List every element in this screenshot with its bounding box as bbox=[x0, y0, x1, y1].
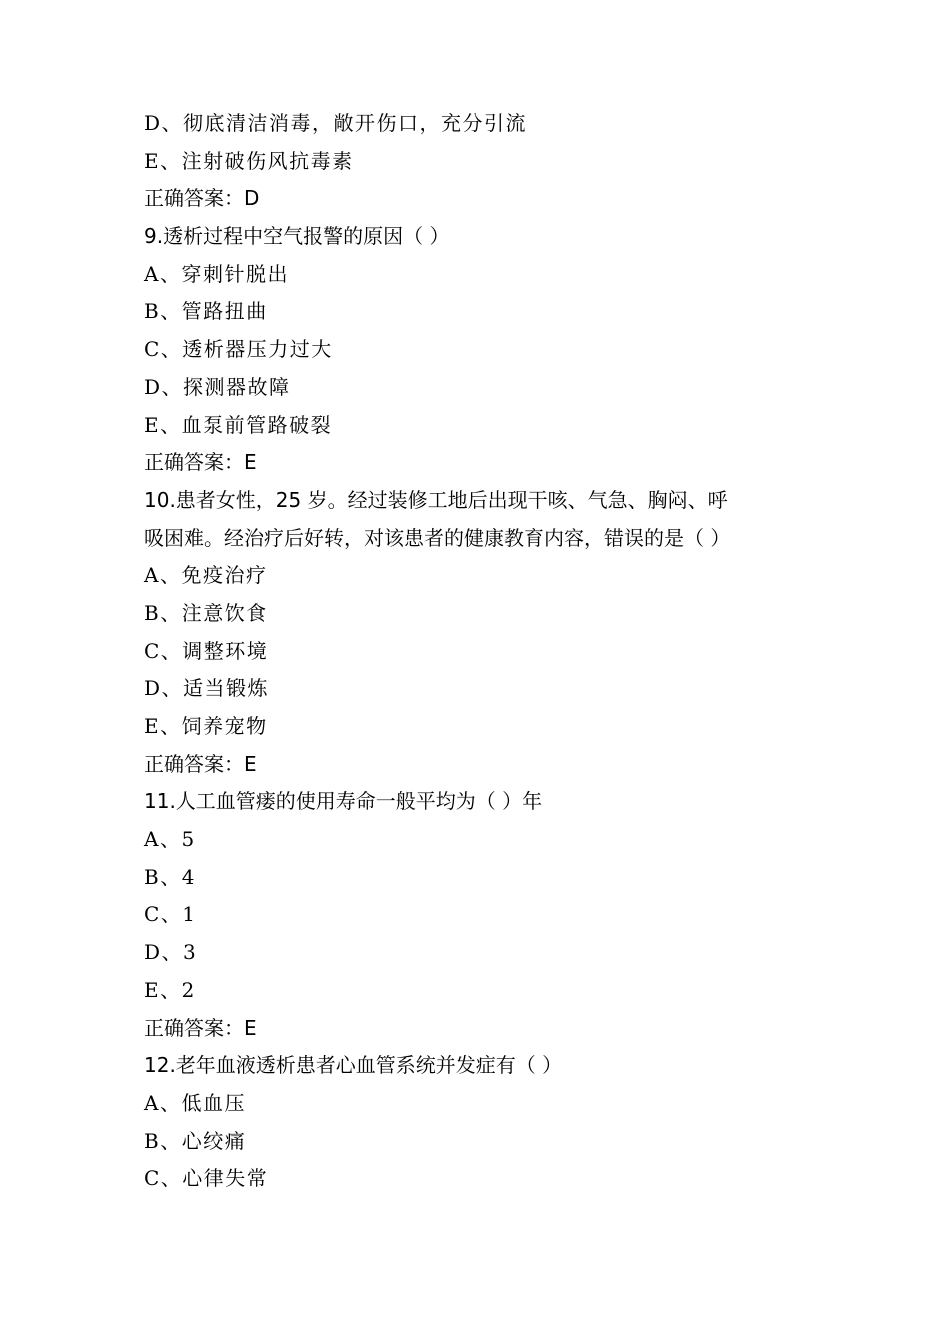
question-line: 10.患者女性，25 岁。经过装修工地后出现干咳、气急、胸闷、呼 bbox=[144, 487, 728, 512]
option-line: C、透析器压力过大 bbox=[144, 337, 333, 362]
option-line: C、心律失常 bbox=[144, 1166, 269, 1191]
option-line: D、3 bbox=[144, 940, 198, 965]
option-line: B、4 bbox=[144, 864, 196, 889]
option-line: B、管路扭曲 bbox=[144, 299, 268, 324]
question-line: 11.人工血管瘘的使用寿命一般平均为（ ）年 bbox=[144, 789, 543, 814]
option-line: A、穿刺针脱出 bbox=[144, 261, 289, 286]
option-line: D、适当锻炼 bbox=[144, 676, 270, 701]
question-list bbox=[144, 105, 824, 1198]
option-line: E、饲养宠物 bbox=[144, 714, 268, 738]
option-line: E、2 bbox=[144, 977, 196, 1002]
answer-line: 正确答案：E bbox=[144, 751, 257, 776]
question-line: 12.老年血液透析患者心血管系统并发症有（ ） bbox=[144, 1053, 563, 1078]
answer-line: 正确答案：E bbox=[144, 450, 257, 475]
question-line: 9.透析过程中空气报警的原因（ ） bbox=[144, 224, 450, 249]
option-line: A、低血压 bbox=[144, 1090, 246, 1115]
option-line: A、5 bbox=[144, 827, 196, 852]
answer-line: 正确答案：D bbox=[144, 186, 260, 211]
option-line: D、彻底清洁消毒，敞开伤口，充分引流 bbox=[144, 111, 528, 135]
question-line: 吸困难。经治疗后好转，对该患者的健康教育内容，错误的是（ ） bbox=[144, 525, 731, 550]
option-line: B、注意饮食 bbox=[144, 600, 268, 625]
option-line: E、血泵前管路破裂 bbox=[144, 412, 333, 437]
option-line: C、调整环境 bbox=[144, 638, 269, 663]
answer-line: 正确答案：E bbox=[144, 1015, 257, 1040]
option-line: D、探测器故障 bbox=[144, 374, 291, 399]
option-line: C、1 bbox=[144, 902, 197, 927]
option-line: E、注射破伤风抗毒素 bbox=[144, 148, 354, 173]
option-line: B、心绞痛 bbox=[144, 1128, 247, 1153]
option-line: A、免疫治疗 bbox=[144, 563, 268, 588]
